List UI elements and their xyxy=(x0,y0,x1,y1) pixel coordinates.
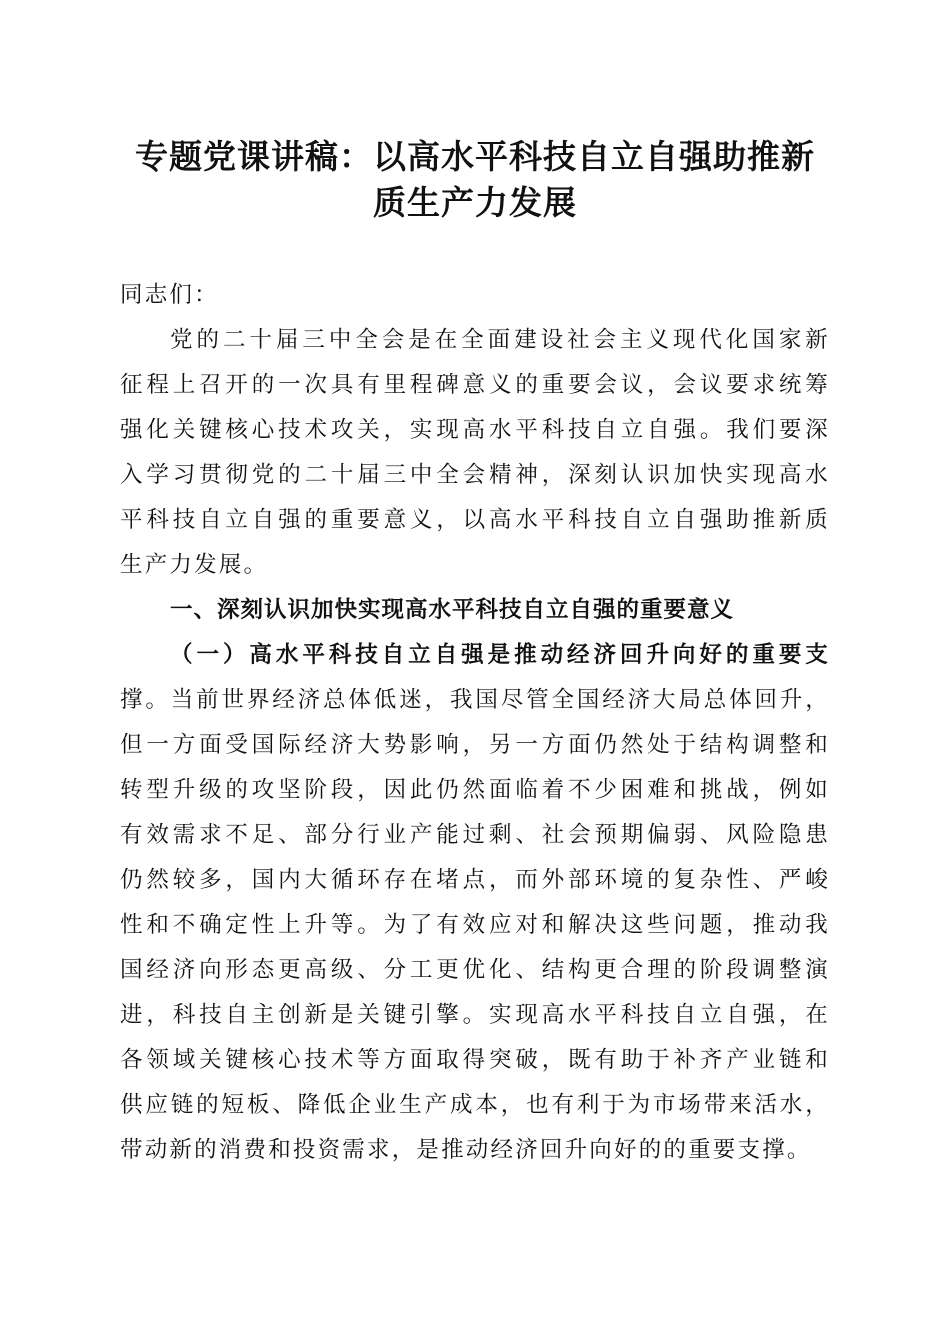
paragraph-line: 强化关键核心技术攻关，实现高水平科技自立自强。我们要深 xyxy=(120,417,830,443)
paragraph-line: 仍然较多，国内大循环存在堵点，而外部环境的复杂性、严峻 xyxy=(120,867,830,893)
paragraph-line: 撑。当前世界经济总体低迷，我国尽管全国经济大局总体回升， xyxy=(120,687,830,713)
document-body xyxy=(120,273,830,1173)
paragraph-line: 入学习贯彻党的二十届三中全会精神，深刻认识加快实现高水 xyxy=(120,462,830,488)
section-heading: 一、深刻认识加快实现高水平科技自立自强的重要意义 xyxy=(170,597,735,623)
paragraph-line: 国经济向形态更高级、分工更优化、结构更合理的阶段调整演 xyxy=(120,957,830,983)
intro-paragraph xyxy=(120,318,830,588)
paragraph-line: 供应链的短板、降低企业生产成本，也有利于为市场带来活水， xyxy=(120,1092,830,1118)
title-line-1: 专题党课讲稿：以高水平科技自立自强助推新 xyxy=(135,137,815,176)
paragraph-line: 党的二十届三中全会是在全面建设社会主义现代化国家新 xyxy=(170,327,830,353)
subsection-heading: （一）高水平科技自立自强是推动经济回升向好的重要支 xyxy=(170,642,830,668)
title-line-2: 质生产力发展 xyxy=(373,183,577,222)
paragraph-line: 有效需求不足、部分行业产能过剩、社会预期偏弱、风险隐患 xyxy=(120,822,830,848)
paragraph-line: 平科技自立自强的重要意义，以高水平科技自立自强助推新质 xyxy=(120,507,830,533)
paragraph-line: 带动新的消费和投资需求，是推动经济回升向好的的重要支撑。 xyxy=(120,1137,812,1163)
paragraph-line: 各领域关键核心技术等方面取得突破，既有助于补齐产业链和 xyxy=(120,1047,830,1073)
subsection-paragraph xyxy=(120,633,830,1173)
paragraph-line: 进，科技自主创新是关键引擎。实现高水平科技自立自强，在 xyxy=(120,1002,830,1028)
paragraph-line: 生产力发展。 xyxy=(120,552,269,578)
document-title xyxy=(100,134,850,226)
paragraph-line: 征程上召开的一次具有里程碑意义的重要会议，会议要求统筹 xyxy=(120,372,830,398)
salutation: 同志们： xyxy=(120,282,219,308)
paragraph-line: 性和不确定性上升等。为了有效应对和解决这些问题，推动我 xyxy=(120,912,830,938)
paragraph-line: 转型升级的攻坚阶段，因此仍然面临着不少困难和挑战，例如 xyxy=(120,777,830,803)
paragraph-line: 但一方面受国际经济大势影响，另一方面仍然处于结构调整和 xyxy=(120,732,830,758)
